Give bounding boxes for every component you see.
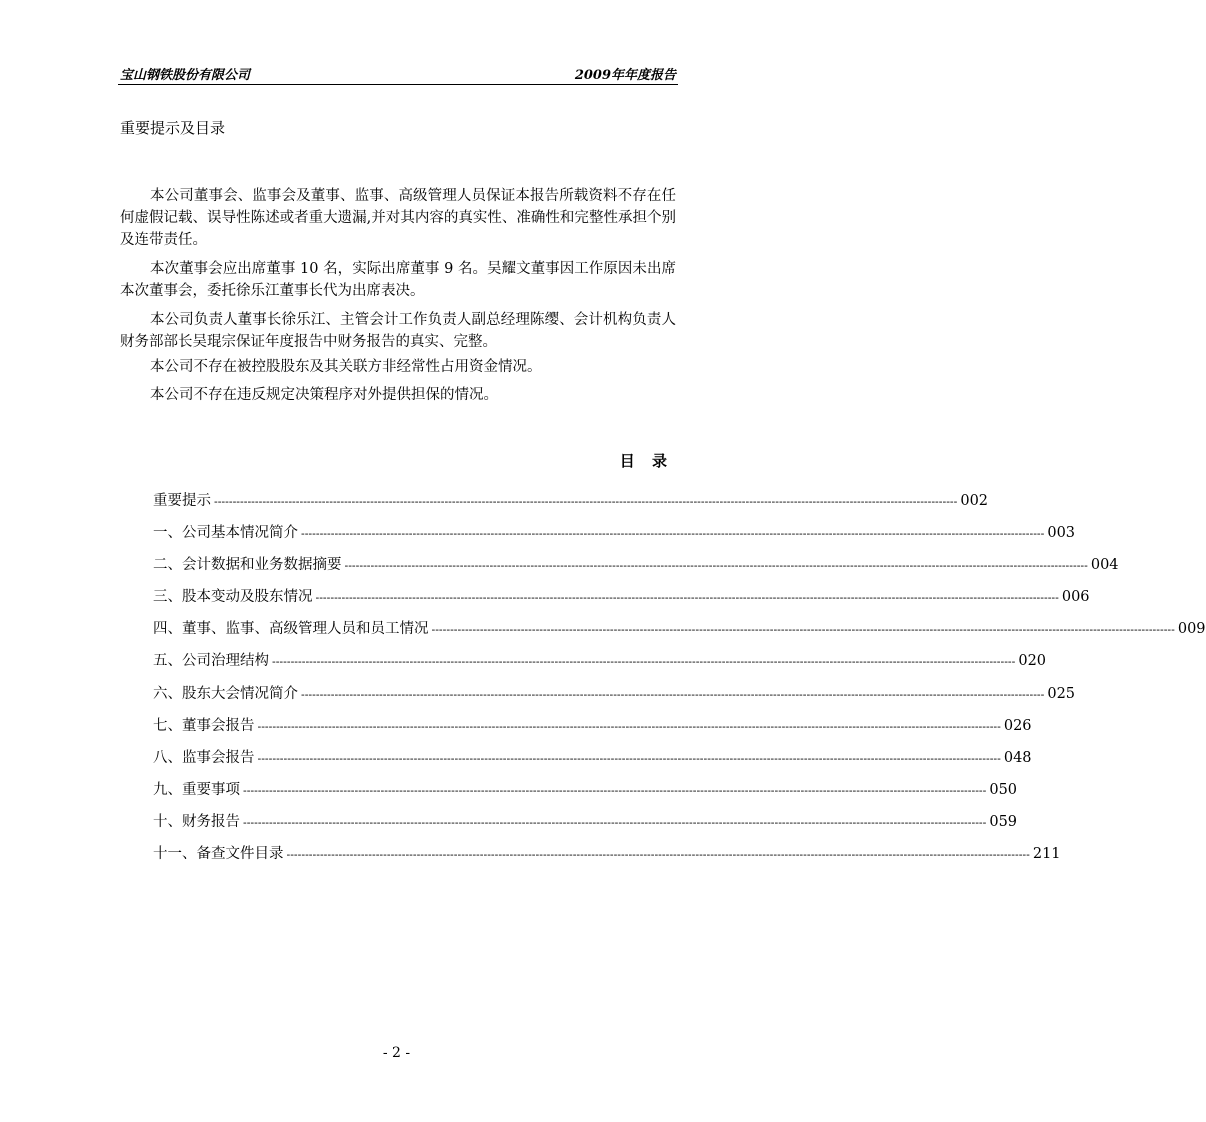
table-of-contents bbox=[153, 489, 1206, 874]
toc-entry-label: 六、股东大会情况简介 bbox=[153, 685, 298, 702]
toc-entry-page: 003 bbox=[1047, 525, 1076, 542]
paragraph-board-attendance: 本次董事会应出席董事 10 名，实际出席董事 9 名。吴耀文董事因工作原因未出席本次董事会，委托徐乐江董事长代为出席表决。 bbox=[120, 261, 676, 299]
toc-leader: -------------------------------------------------------------------------------------------------------------------------------------------------------------------------------------------------------- bbox=[257, 751, 1001, 765]
toc-entry-page: 009 bbox=[1177, 621, 1206, 638]
toc-entry-label: 四、董事、监事、高级管理人员和员工情况 bbox=[153, 621, 429, 638]
toc-entry-page: 025 bbox=[1047, 685, 1076, 702]
toc-leader: -------------------------------------------------------------------------------------------------------------------------------------------------------------------------------------------------------- bbox=[214, 495, 958, 508]
toc-leader: -------------------------------------------------------------------------------------------------------------------------------------------------------------------------------------------------------- bbox=[257, 719, 1001, 733]
toc-entry-page: 020 bbox=[1018, 653, 1047, 670]
section-title: 重要提示及目录 bbox=[120, 119, 226, 137]
toc-entry-label: 十一、备查文件目录 bbox=[153, 846, 284, 863]
toc-entry-page: 059 bbox=[989, 813, 1018, 830]
toc-leader: -------------------------------------------------------------------------------------------------------------------------------------------------------------------------------------------------------- bbox=[301, 527, 1045, 541]
report-title: 2009年年度报告 bbox=[574, 68, 676, 83]
toc-heading: 目 录 bbox=[619, 452, 673, 470]
toc-leader: -------------------------------------------------------------------------------------------------------------------------------------------------------------------------------------------------------- bbox=[243, 815, 987, 829]
toc-entry[interactable] bbox=[153, 617, 1206, 649]
toc-leader: -------------------------------------------------------------------------------------------------------------------------------------------------------------------------------------------------------- bbox=[272, 655, 1016, 669]
toc-entry[interactable] bbox=[153, 649, 1047, 681]
toc-entry[interactable] bbox=[153, 778, 1018, 810]
toc-entry-label: 十、财务报告 bbox=[153, 813, 240, 830]
page-header bbox=[118, 62, 678, 85]
toc-leader: -------------------------------------------------------------------------------------------------------------------------------------------------------------------------------------------------------- bbox=[301, 687, 1045, 701]
toc-entry-label: 三、股本变动及股东情况 bbox=[153, 589, 313, 606]
toc-entry[interactable] bbox=[153, 714, 1032, 746]
toc-entry[interactable] bbox=[153, 489, 989, 521]
toc-entry-page: 050 bbox=[989, 781, 1018, 798]
toc-entry-page: 004 bbox=[1090, 557, 1119, 574]
toc-entry-label: 二、会计数据和业务数据摘要 bbox=[153, 557, 342, 574]
paragraph-guarantee: 本公司董事会、监事会及董事、监事、高级管理人员保证本报告所载资料不存在任何虚假记载、误导性陈述或者重大遗漏,并对其内容的真实性、准确性和完整性承担个别及连带责任。 bbox=[120, 188, 676, 248]
toc-entry[interactable] bbox=[153, 746, 1032, 778]
toc-entry-label: 一、公司基本情况简介 bbox=[153, 525, 298, 542]
toc-entry-label: 五、公司治理结构 bbox=[153, 653, 269, 670]
toc-entry[interactable] bbox=[153, 842, 1061, 874]
toc-entry-page: 211 bbox=[1032, 846, 1061, 863]
toc-entry-label: 八、监事会报告 bbox=[153, 749, 255, 766]
toc-leader: -------------------------------------------------------------------------------------------------------------------------------------------------------------------------------------------------------- bbox=[344, 559, 1088, 573]
toc-entry-page: 002 bbox=[960, 493, 989, 509]
toc-entry-label: 九、重要事项 bbox=[153, 781, 240, 798]
toc-entry-label: 重要提示 bbox=[153, 493, 211, 509]
toc-leader: -------------------------------------------------------------------------------------------------------------------------------------------------------------------------------------------------------- bbox=[243, 783, 987, 797]
paragraph-funds-occupation: 本公司不存在被控股股东及其关联方非经常性占用资金情况。 bbox=[150, 359, 542, 375]
toc-entry[interactable] bbox=[153, 521, 1076, 553]
paragraph-responsible-persons: 本公司负责人董事长徐乐江、主管会计工作负责人副总经理陈缨、会计机构负责人财务部部长吴琨宗保证年度报告中财务报告的真实、完整。 bbox=[120, 312, 676, 350]
toc-entry-page: 006 bbox=[1061, 589, 1090, 606]
page-number: - 2 - bbox=[382, 1045, 411, 1061]
toc-entry-label: 七、董事会报告 bbox=[153, 717, 255, 734]
toc-entry[interactable] bbox=[153, 810, 1018, 842]
toc-leader: -------------------------------------------------------------------------------------------------------------------------------------------------------------------------------------------------------- bbox=[286, 848, 1030, 862]
toc-leader: -------------------------------------------------------------------------------------------------------------------------------------------------------------------------------------------------------- bbox=[431, 623, 1175, 637]
toc-leader: -------------------------------------------------------------------------------------------------------------------------------------------------------------------------------------------------------- bbox=[315, 591, 1059, 605]
toc-entry[interactable] bbox=[153, 585, 1090, 617]
toc-entry[interactable] bbox=[153, 553, 1119, 585]
toc-entry[interactable] bbox=[153, 682, 1076, 714]
company-name: 宝山钢铁股份有限公司 bbox=[120, 68, 251, 83]
toc-entry-page: 026 bbox=[1003, 717, 1032, 734]
paragraph-guarantees: 本公司不存在违反规定决策程序对外提供担保的情况。 bbox=[150, 387, 498, 403]
toc-entry-page: 048 bbox=[1003, 749, 1032, 766]
